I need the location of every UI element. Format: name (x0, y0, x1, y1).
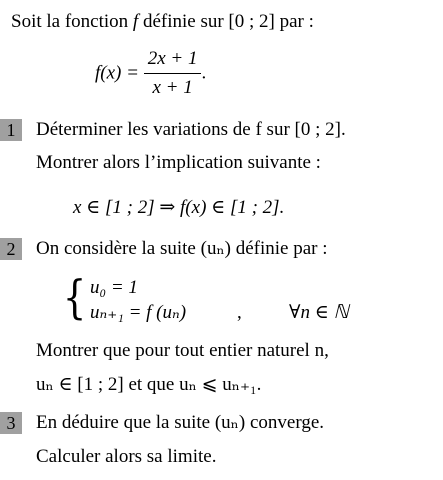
question-1-formula: x ∈ [1 ; 2] ⇒ f(x) ∈ [1 ; 2]. (73, 197, 285, 218)
intro-function-symbol: f (132, 11, 139, 32)
system-brace: { (62, 270, 87, 324)
intro-text-suffix: par : (279, 11, 314, 32)
question-2-line2: Montrer que pour tout entier naturel n, (36, 340, 329, 361)
system-line2-rhs: ∀n ∈ ℕ (289, 302, 349, 323)
question-1-badge: 1 (0, 119, 22, 141)
system-line2-lhs: uₙ₊₁ = f (uₙ) (90, 302, 187, 323)
definition-lhs: f(x) = (95, 62, 139, 84)
system-separator: , (237, 302, 242, 323)
question-1-line1: Déterminer les variations de f sur [0 ; 2]. (36, 119, 346, 140)
intro-interval: [0 ; 2] (228, 11, 275, 32)
question-1-line2: Montrer alors l’implication suivante : (36, 152, 321, 173)
question-2-line1: On considère la suite (uₙ) définie par : (36, 238, 328, 259)
question-3-line1: En déduire que la suite (uₙ) converge. (36, 412, 325, 433)
question-3-line2: Calculer alors sa limite. (36, 446, 217, 467)
intro-text-prefix: Soit la fonction (11, 11, 129, 32)
definition-denominator: x + 1 (152, 77, 193, 98)
definition-numerator: 2x + 1 (147, 48, 198, 69)
question-2-badge: 2 (0, 238, 22, 260)
question-2-line3: uₙ ∈ [1 ; 2] et que uₙ ⩽ uₙ₊₁. (36, 374, 262, 395)
definition-fraction (144, 48, 202, 99)
intro-line (11, 10, 314, 34)
definition-end: . (201, 62, 207, 84)
function-definition (95, 48, 206, 99)
question-3-badge: 3 (0, 412, 22, 434)
intro-text-mid: définie sur (142, 11, 224, 32)
system-line1: u₀ = 1 (90, 277, 138, 298)
